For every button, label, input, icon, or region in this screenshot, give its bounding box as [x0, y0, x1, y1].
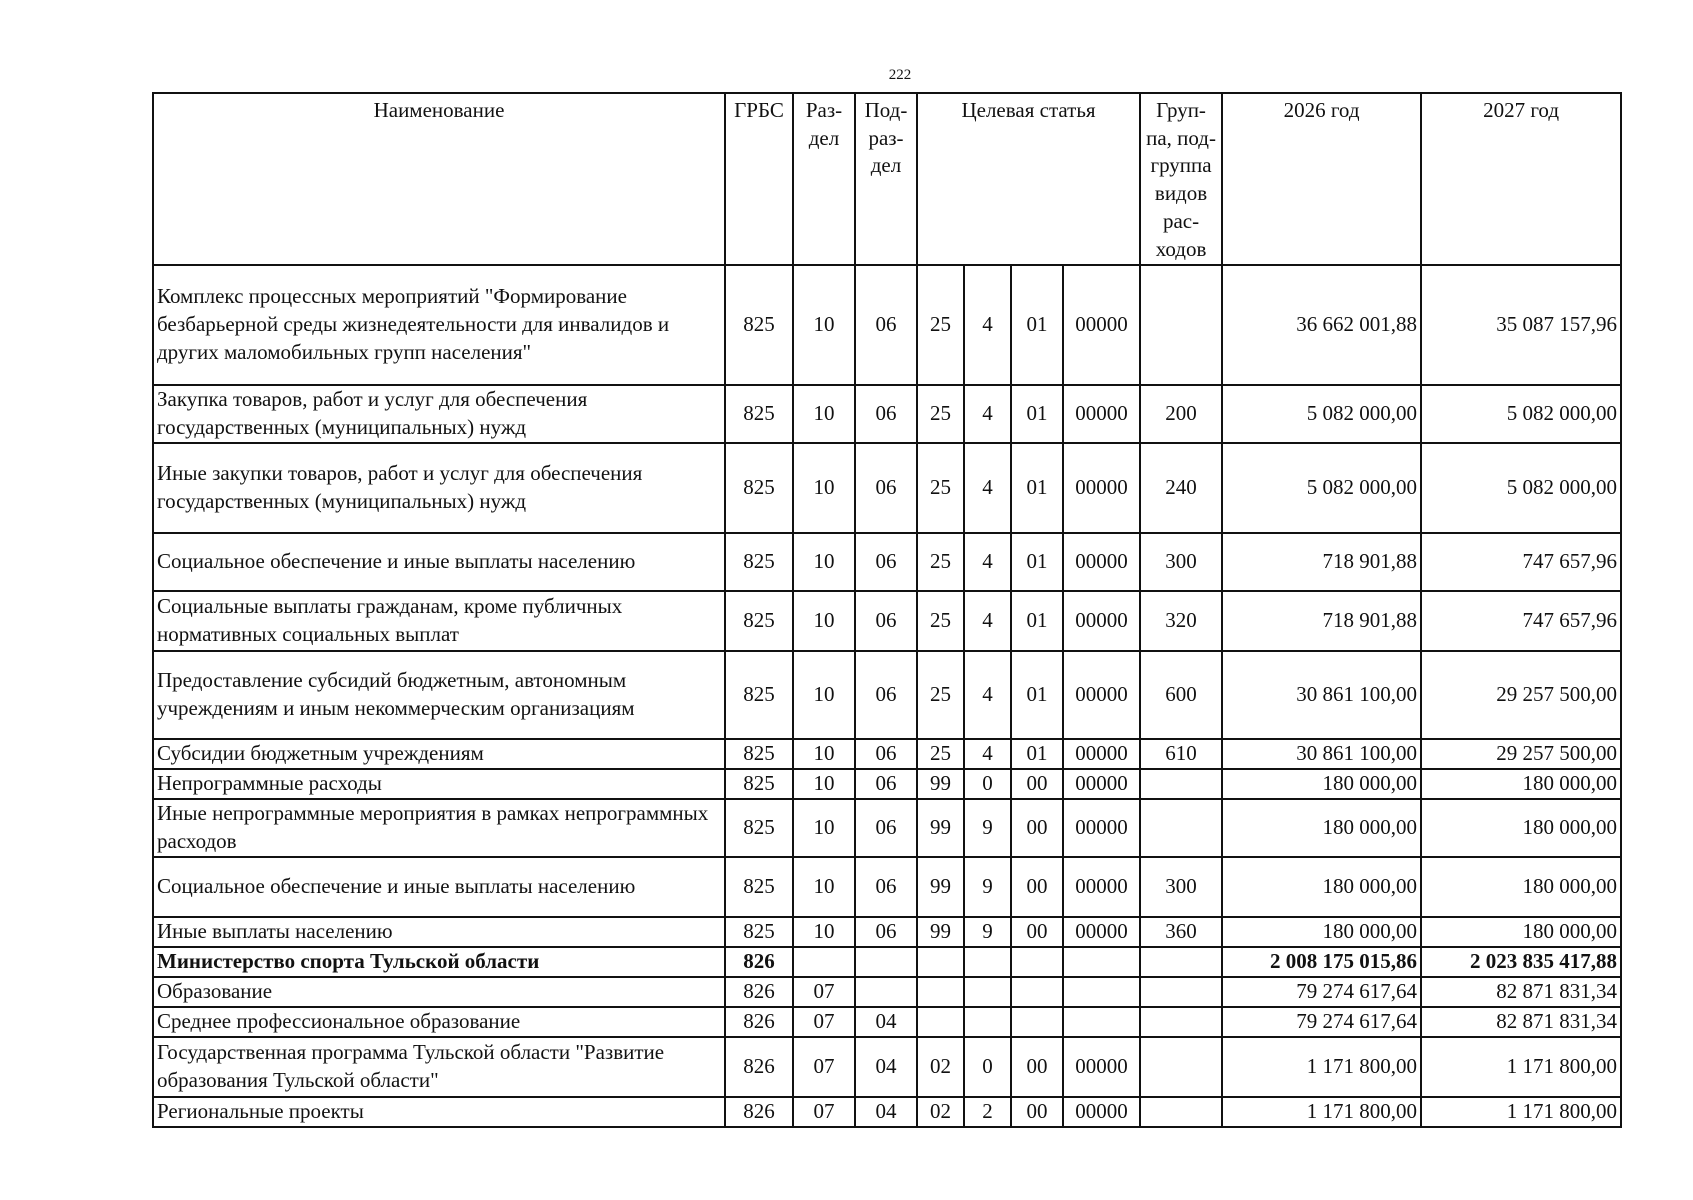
target-program-cell: 02 — [917, 1037, 964, 1097]
row-name: Непрограммные расходы — [153, 769, 725, 799]
amount-2027-cell: 747 657,96 — [1421, 591, 1621, 651]
row-name: Социальное обеспечение и иные выплаты населению — [153, 533, 725, 591]
amount-2027-cell: 2 023 835 417,88 — [1421, 947, 1621, 977]
target-program-cell: 25 — [917, 591, 964, 651]
target-subprogram-cell: 01 — [1011, 385, 1063, 443]
expense-group-cell — [1140, 947, 1222, 977]
table-row — [153, 769, 1621, 799]
target-direction-cell: 00000 — [1063, 857, 1140, 917]
row-name: Субсидии бюджетным учреждениям — [153, 739, 725, 769]
razdel-cell: 10 — [793, 533, 855, 591]
target-program-cell: 99 — [917, 857, 964, 917]
expense-group-cell — [1140, 265, 1222, 385]
table-row — [153, 947, 1621, 977]
expense-group-cell: 240 — [1140, 443, 1222, 533]
razdel-cell: 10 — [793, 591, 855, 651]
razdel-cell: 10 — [793, 651, 855, 739]
target-direction-cell: 00000 — [1063, 739, 1140, 769]
target-type-cell: 4 — [964, 739, 1011, 769]
row-name: Социальные выплаты гражданам, кроме публичных нормативных социальных выплат — [153, 591, 725, 651]
amount-2026-cell: 180 000,00 — [1222, 857, 1421, 917]
row-name: Государственная программа Тульской области "Развитие образования Тульской области" — [153, 1037, 725, 1097]
amount-2026-cell: 36 662 001,88 — [1222, 265, 1421, 385]
header-razdel: Раз- дел — [793, 93, 855, 265]
target-subprogram-cell: 00 — [1011, 769, 1063, 799]
target-program-cell: 25 — [917, 533, 964, 591]
target-type-cell: 4 — [964, 533, 1011, 591]
target-program-cell: 25 — [917, 385, 964, 443]
razdel-cell: 10 — [793, 265, 855, 385]
target-direction-cell: 00000 — [1063, 917, 1140, 947]
grbs-cell: 825 — [725, 651, 793, 739]
target-direction-cell: 00000 — [1063, 1097, 1140, 1127]
target-direction-cell: 00000 — [1063, 769, 1140, 799]
target-type-cell: 0 — [964, 1037, 1011, 1097]
target-direction-cell: 00000 — [1063, 1037, 1140, 1097]
target-subprogram-cell: 01 — [1011, 533, 1063, 591]
header-podrazdel: Под- раз- дел — [855, 93, 917, 265]
target-type-cell: 9 — [964, 857, 1011, 917]
podrazdel-cell — [855, 977, 917, 1007]
target-type-cell: 4 — [964, 443, 1011, 533]
target-subprogram-cell: 00 — [1011, 1037, 1063, 1097]
target-program-cell: 25 — [917, 651, 964, 739]
header-2027: 2027 год — [1421, 93, 1621, 265]
podrazdel-cell: 06 — [855, 917, 917, 947]
grbs-cell: 825 — [725, 443, 793, 533]
table-row — [153, 265, 1621, 385]
header-grbs: ГРБС — [725, 93, 793, 265]
grbs-cell: 826 — [725, 1007, 793, 1037]
target-direction-cell — [1063, 947, 1140, 977]
row-name: Образование — [153, 977, 725, 1007]
table-row — [153, 977, 1621, 1007]
amount-2027-cell: 1 171 800,00 — [1421, 1097, 1621, 1127]
table-row — [153, 799, 1621, 857]
row-name: Комплекс процессных мероприятий "Формирование безбарьерной среды жизнедеятельности для инвалидов и других маломобильных групп населения" — [153, 265, 725, 385]
target-program-cell: 25 — [917, 265, 964, 385]
razdel-cell: 10 — [793, 443, 855, 533]
razdel-cell: 10 — [793, 739, 855, 769]
row-name: Иные выплаты населению — [153, 917, 725, 947]
target-program-cell: 25 — [917, 443, 964, 533]
target-program-cell — [917, 947, 964, 977]
target-type-cell — [964, 977, 1011, 1007]
target-direction-cell — [1063, 1007, 1140, 1037]
row-name: Министерство спорта Тульской области — [153, 947, 725, 977]
razdel-cell: 10 — [793, 917, 855, 947]
amount-2026-cell: 718 901,88 — [1222, 591, 1421, 651]
row-name: Иные закупки товаров, работ и услуг для обеспечения государственных (муниципальных) нужд — [153, 443, 725, 533]
header-expense-group: Груп- па, под- группа видов рас- ходов — [1140, 93, 1222, 265]
amount-2027-cell: 180 000,00 — [1421, 857, 1621, 917]
target-type-cell: 4 — [964, 651, 1011, 739]
expense-group-cell: 320 — [1140, 591, 1222, 651]
header-target-article: Целевая статья — [917, 93, 1140, 265]
target-direction-cell — [1063, 977, 1140, 1007]
expense-group-cell — [1140, 977, 1222, 1007]
target-direction-cell: 00000 — [1063, 385, 1140, 443]
amount-2027-cell: 747 657,96 — [1421, 533, 1621, 591]
target-subprogram-cell: 01 — [1011, 591, 1063, 651]
razdel-cell: 07 — [793, 1037, 855, 1097]
amount-2027-cell: 180 000,00 — [1421, 769, 1621, 799]
target-program-cell: 99 — [917, 917, 964, 947]
podrazdel-cell: 06 — [855, 385, 917, 443]
amount-2026-cell: 180 000,00 — [1222, 769, 1421, 799]
target-direction-cell: 00000 — [1063, 533, 1140, 591]
razdel-cell: 10 — [793, 857, 855, 917]
expense-group-cell: 600 — [1140, 651, 1222, 739]
amount-2027-cell: 5 082 000,00 — [1421, 385, 1621, 443]
grbs-cell: 825 — [725, 265, 793, 385]
podrazdel-cell — [855, 947, 917, 977]
target-subprogram-cell: 01 — [1011, 265, 1063, 385]
target-program-cell — [917, 977, 964, 1007]
table-row — [153, 1097, 1621, 1127]
header-row — [153, 93, 1621, 265]
target-type-cell — [964, 947, 1011, 977]
target-type-cell: 4 — [964, 591, 1011, 651]
table-row — [153, 857, 1621, 917]
podrazdel-cell: 06 — [855, 857, 917, 917]
amount-2026-cell: 718 901,88 — [1222, 533, 1421, 591]
target-subprogram-cell: 01 — [1011, 443, 1063, 533]
amount-2027-cell: 5 082 000,00 — [1421, 443, 1621, 533]
expense-group-cell — [1140, 1007, 1222, 1037]
target-subprogram-cell: 00 — [1011, 857, 1063, 917]
grbs-cell: 825 — [725, 385, 793, 443]
row-name: Закупка товаров, работ и услуг для обеспечения государственных (муниципальных) нужд — [153, 385, 725, 443]
expense-group-cell — [1140, 769, 1222, 799]
header-2026: 2026 год — [1222, 93, 1421, 265]
table-row — [153, 591, 1621, 651]
razdel-cell: 10 — [793, 385, 855, 443]
table-row — [153, 651, 1621, 739]
row-name: Предоставление субсидий бюджетным, автономным учреждениям и иным некоммерческим организациям — [153, 651, 725, 739]
target-type-cell: 9 — [964, 799, 1011, 857]
razdel-cell: 07 — [793, 1097, 855, 1127]
target-type-cell: 9 — [964, 917, 1011, 947]
podrazdel-cell: 06 — [855, 799, 917, 857]
target-direction-cell: 00000 — [1063, 443, 1140, 533]
podrazdel-cell: 06 — [855, 533, 917, 591]
target-type-cell: 4 — [964, 265, 1011, 385]
grbs-cell: 825 — [725, 591, 793, 651]
row-name: Среднее профессиональное образование — [153, 1007, 725, 1037]
target-subprogram-cell: 00 — [1011, 799, 1063, 857]
target-direction-cell: 00000 — [1063, 591, 1140, 651]
razdel-cell — [793, 947, 855, 977]
row-name: Иные непрограммные мероприятия в рамках непрограммных расходов — [153, 799, 725, 857]
target-subprogram-cell: 00 — [1011, 917, 1063, 947]
target-program-cell: 99 — [917, 799, 964, 857]
row-name: Региональные проекты — [153, 1097, 725, 1127]
table-row — [153, 533, 1621, 591]
podrazdel-cell: 06 — [855, 651, 917, 739]
target-direction-cell: 00000 — [1063, 651, 1140, 739]
amount-2026-cell: 79 274 617,64 — [1222, 977, 1421, 1007]
row-name: Социальное обеспечение и иные выплаты населению — [153, 857, 725, 917]
target-subprogram-cell — [1011, 947, 1063, 977]
table-row — [153, 443, 1621, 533]
grbs-cell: 825 — [725, 739, 793, 769]
expense-group-cell — [1140, 1097, 1222, 1127]
target-type-cell: 0 — [964, 769, 1011, 799]
grbs-cell: 826 — [725, 1097, 793, 1127]
target-program-cell: 99 — [917, 769, 964, 799]
amount-2026-cell: 1 171 800,00 — [1222, 1097, 1421, 1127]
podrazdel-cell: 04 — [855, 1037, 917, 1097]
expense-group-cell: 360 — [1140, 917, 1222, 947]
podrazdel-cell: 06 — [855, 769, 917, 799]
table-row — [153, 917, 1621, 947]
table-row — [153, 1007, 1621, 1037]
razdel-cell: 07 — [793, 977, 855, 1007]
target-subprogram-cell — [1011, 1007, 1063, 1037]
amount-2026-cell: 1 171 800,00 — [1222, 1037, 1421, 1097]
grbs-cell: 825 — [725, 769, 793, 799]
target-type-cell: 2 — [964, 1097, 1011, 1127]
page-number: 222 — [888, 67, 912, 83]
podrazdel-cell: 06 — [855, 443, 917, 533]
amount-2026-cell: 30 861 100,00 — [1222, 651, 1421, 739]
podrazdel-cell: 06 — [855, 591, 917, 651]
grbs-cell: 825 — [725, 799, 793, 857]
grbs-cell: 825 — [725, 857, 793, 917]
target-type-cell — [964, 1007, 1011, 1037]
amount-2026-cell: 30 861 100,00 — [1222, 739, 1421, 769]
target-subprogram-cell — [1011, 977, 1063, 1007]
target-direction-cell: 00000 — [1063, 265, 1140, 385]
grbs-cell: 826 — [725, 1037, 793, 1097]
amount-2027-cell: 1 171 800,00 — [1421, 1037, 1621, 1097]
grbs-cell: 826 — [725, 977, 793, 1007]
amount-2026-cell: 2 008 175 015,86 — [1222, 947, 1421, 977]
target-program-cell — [917, 1007, 964, 1037]
podrazdel-cell: 04 — [855, 1097, 917, 1127]
amount-2026-cell: 79 274 617,64 — [1222, 1007, 1421, 1037]
razdel-cell: 10 — [793, 769, 855, 799]
target-type-cell: 4 — [964, 385, 1011, 443]
amount-2027-cell: 29 257 500,00 — [1421, 651, 1621, 739]
podrazdel-cell: 06 — [855, 739, 917, 769]
target-subprogram-cell: 01 — [1011, 739, 1063, 769]
table-row — [153, 1037, 1621, 1097]
amount-2026-cell: 5 082 000,00 — [1222, 385, 1421, 443]
grbs-cell: 825 — [725, 917, 793, 947]
podrazdel-cell: 04 — [855, 1007, 917, 1037]
amount-2026-cell: 180 000,00 — [1222, 917, 1421, 947]
table-row — [153, 385, 1621, 443]
target-program-cell: 02 — [917, 1097, 964, 1127]
razdel-cell: 07 — [793, 1007, 855, 1037]
amount-2027-cell: 82 871 831,34 — [1421, 1007, 1621, 1037]
expense-group-cell — [1140, 799, 1222, 857]
amount-2027-cell: 180 000,00 — [1421, 799, 1621, 857]
target-subprogram-cell: 00 — [1011, 1097, 1063, 1127]
table-row — [153, 739, 1621, 769]
budget-table — [152, 92, 1622, 1128]
amount-2027-cell: 29 257 500,00 — [1421, 739, 1621, 769]
amount-2026-cell: 5 082 000,00 — [1222, 443, 1421, 533]
expense-group-cell: 610 — [1140, 739, 1222, 769]
podrazdel-cell: 06 — [855, 265, 917, 385]
expense-group-cell — [1140, 1037, 1222, 1097]
grbs-cell: 826 — [725, 947, 793, 977]
grbs-cell: 825 — [725, 533, 793, 591]
target-program-cell: 25 — [917, 739, 964, 769]
amount-2027-cell: 35 087 157,96 — [1421, 265, 1621, 385]
header-name: Наименование — [153, 93, 725, 265]
amount-2027-cell: 82 871 831,34 — [1421, 977, 1621, 1007]
target-subprogram-cell: 01 — [1011, 651, 1063, 739]
razdel-cell: 10 — [793, 799, 855, 857]
expense-group-cell: 300 — [1140, 533, 1222, 591]
amount-2026-cell: 180 000,00 — [1222, 799, 1421, 857]
expense-group-cell: 300 — [1140, 857, 1222, 917]
amount-2027-cell: 180 000,00 — [1421, 917, 1621, 947]
expense-group-cell: 200 — [1140, 385, 1222, 443]
target-direction-cell: 00000 — [1063, 799, 1140, 857]
